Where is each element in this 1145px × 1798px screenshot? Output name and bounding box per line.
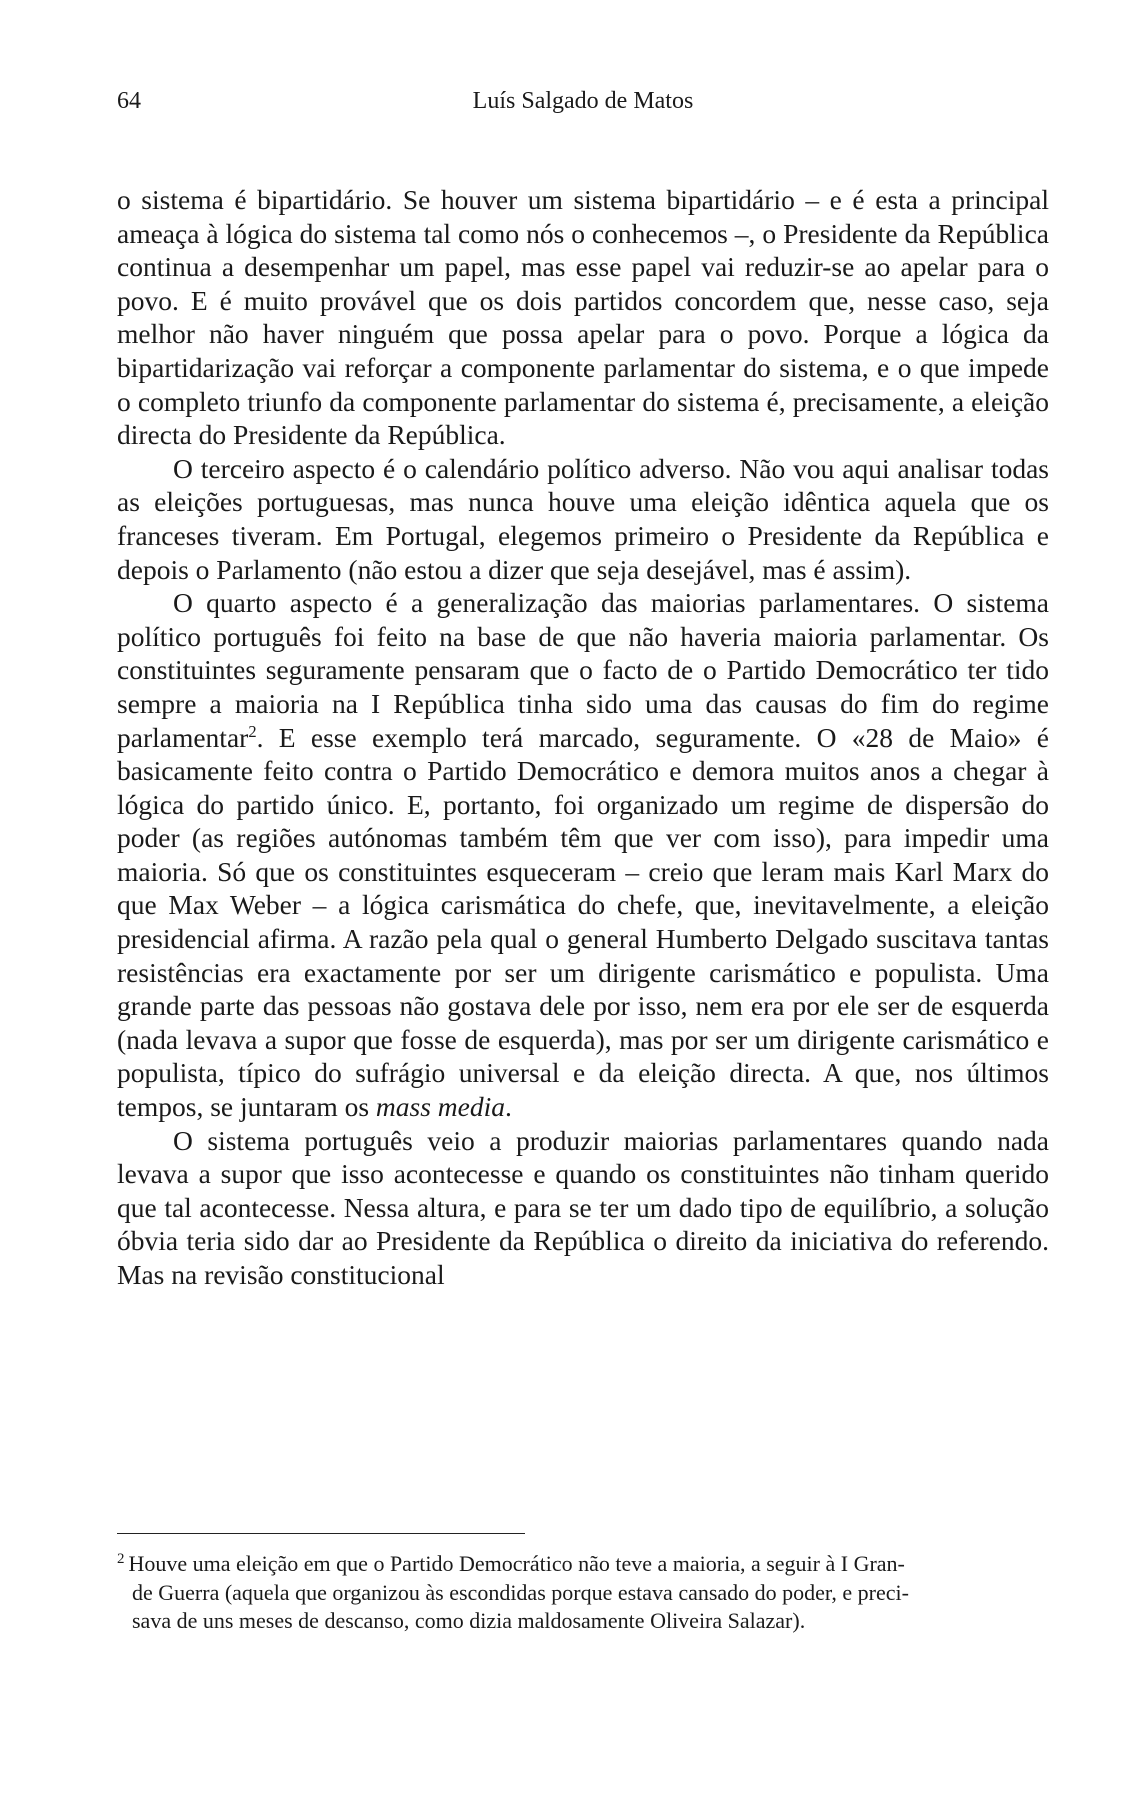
footnote (117, 1550, 1049, 1636)
paragraph-3 (117, 586, 1049, 1124)
footnote-line-1 (117, 1550, 1049, 1579)
paragraph-3-text-a: O quarto aspecto é a generalização das maiorias parlamentares. O sistema político português foi feito na base de que não haveria maioria parlamentar. Os constituintes seguramente pensaram que o facto de o Partido Democrático ter tido sempre a maioria na I República tinha sido uma das causas do fim do regime parlamentar (117, 587, 1049, 753)
running-title: Luís Salgado de Matos (472, 88, 694, 114)
footnote-line-2: de Guerra (aquela que organizou às escondidas porque estava cansado do poder, e preci- (132, 1579, 909, 1605)
paragraph-3-end: . (505, 1091, 512, 1123)
footnote-line-1-text: Houve uma eleição em que o Partido Democrático não teve a maioria, a seguir à I Gran- (128, 1551, 905, 1576)
footnote-mark: 2 (117, 1550, 125, 1567)
paragraph-3-italic: mass media (375, 1091, 506, 1123)
paragraph-4: O sistema português veio a produzir maiorias parlamentares quando nada levava a supor que isso acontecesse e quando os constituintes não tinham querido que tal acontecesse. Nessa altura, e para se ter um dado tipo de equilíbrio, a solução óbvia teria sido dar ao Presidente da República o direito da iniciativa do referendo. Mas na revisão constitucional (117, 1124, 1049, 1290)
running-head (117, 84, 1049, 118)
paragraph-3-text-b: . E esse exemplo terá marcado, seguramente. O «28 de Maio» é basicamente feito contra o Partido Democrático e demora muitos anos a chegar à lógica do partido único. E, portanto, foi organizado um regime de dispersão do poder (as regiões autónomas também têm que ver com isso), para impedir uma maioria. Só que os constituintes esqueceram – creio que leram mais Karl Marx do que Max Weber – a lógica carismática do chefe, que, inevitavelmente, a eleição presidencial afirma. A razão pela qual o general Humberto Delgado suscitava tantas resistências era exactamente por ser um dirigente carismático e populista. Uma grande parte das pessoas não gostava dele por isso, nem era por ele ser de esquerda (nada levava a supor que fosse de esquerda), mas por ser um dirigente carismático e populista, típico do sufrágio universal e da eleição directa. A que, nos últimos tempos, se juntaram os (117, 721, 1049, 1123)
footnote-line-3: sava de uns meses de descanso, como dizia maldosamente Oliveira Salazar). (132, 1608, 806, 1633)
footnote-reference[interactable]: 2 (248, 721, 257, 741)
body-text (117, 183, 1049, 1292)
page-number: 64 (117, 88, 141, 114)
paragraph-2: O terceiro aspecto é o calendário político adverso. Não vou aqui analisar todas as eleições portuguesas, mas nunca houve uma eleição idêntica aquela que os franceses tiveram. Em Portugal, elegemos primeiro o Presidente da República e depois o Parlamento (não estou a dizer que seja desejável, mas é assim). (117, 452, 1049, 585)
footnote-divider (117, 1533, 525, 1534)
paragraph-1: o sistema é bipartidário. Se houver um sistema bipartidário – e é esta a principal ameaça à lógica do sistema tal como nós o conhecemos –, o Presidente da República continua a desempenhar um papel, mas esse papel vai reduzir-se ao apelar para o povo. E é muito provável que os dois partidos concordem que, nesse caso, seja melhor não haver ninguém que possa apelar para o povo. Porque a lógica da bipartidarização vai reforçar a componente parlamentar do sistema, e o que impede o completo triunfo da componente parlamentar do sistema é, precisamente, a eleição directa do Presidente da República. (117, 184, 1049, 451)
book-page (117, 0, 1049, 1798)
